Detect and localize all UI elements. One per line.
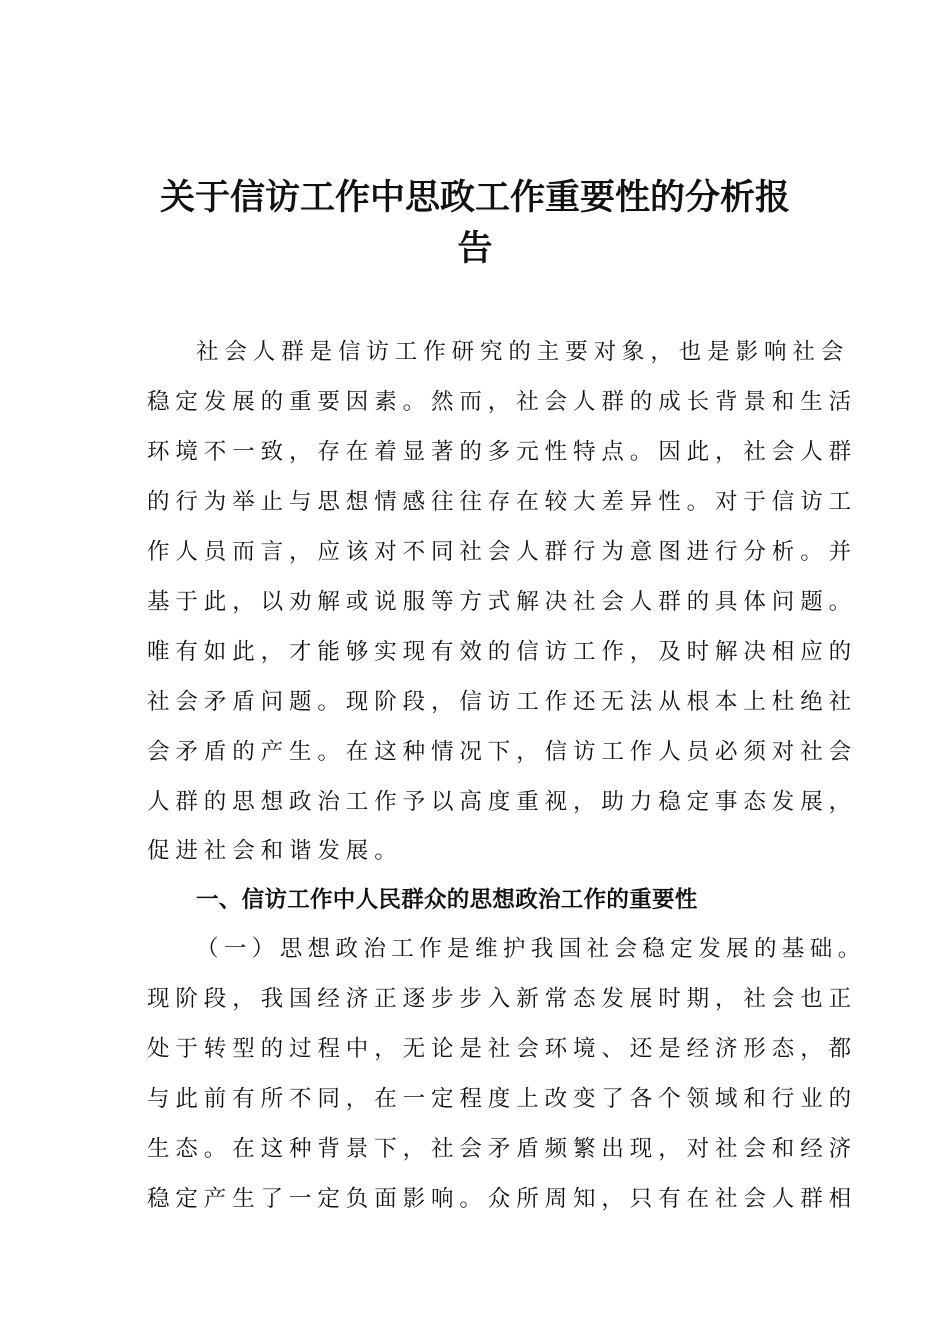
paragraph-2-line-3: 处于转型的过程中，无论是社会环境、还是经济形态，都: [147, 1036, 858, 1062]
section-1-heading: 一、信访工作中人民群众的思想政治工作的重要性: [196, 887, 698, 913]
paragraph-2-line-5: 生态。在这种背景下，社会矛盾频繁出现，对社会和经济: [147, 1136, 858, 1162]
paragraph-1-line-1: 社会人群是信访工作研究的主要对象，也是影响社会: [196, 339, 850, 365]
document-title-line-2: 告: [457, 228, 493, 269]
paragraph-2-line-1: （一）思想政治工作是维护我国社会稳定发展的基础。: [196, 936, 866, 962]
paragraph-2-line-2: 现阶段，我国经济正逐步步入新常态发展时期，社会也正: [147, 986, 858, 1012]
paragraph-1-line-9: 会矛盾的产生。在这种情况下，信访工作人员必须对社会: [147, 739, 858, 765]
paragraph-1-line-6: 基于此，以劝解或说服等方式解决社会人群的具体问题。: [147, 589, 858, 615]
paragraph-1-line-4: 的行为举止与思想情感往往存在较大差异性。对于信访工: [147, 489, 858, 515]
paragraph-1-line-2: 稳定发展的重要因素。然而，社会人群的成长背景和生活: [147, 389, 858, 415]
paragraph-1-line-3: 环境不一致，存在着显著的多元性特点。因此，社会人群: [147, 439, 858, 465]
document-title-line-1: 关于信访工作中思政工作重要性的分析报: [159, 177, 790, 218]
paragraph-2-line-4: 与此前有所不同，在一定程度上改变了各个领域和行业的: [147, 1086, 858, 1112]
paragraph-1-line-10: 人群的思想政治工作予以高度重视，助力稳定事态发展，: [147, 789, 858, 815]
paragraph-1-line-7: 唯有如此，才能够实现有效的信访工作，及时解决相应的: [147, 639, 858, 665]
paragraph-1-line-8: 社会矛盾问题。现阶段，信访工作还无法从根本上杜绝社: [147, 689, 858, 715]
paragraph-1-line-11: 促进社会和谐发展。: [147, 838, 403, 864]
paragraph-2-line-6: 稳定产生了一定负面影响。众所周知，只有在社会人群相: [147, 1186, 858, 1212]
paragraph-1-line-5: 作人员而言，应该对不同社会人群行为意图进行分析。并: [147, 539, 858, 565]
